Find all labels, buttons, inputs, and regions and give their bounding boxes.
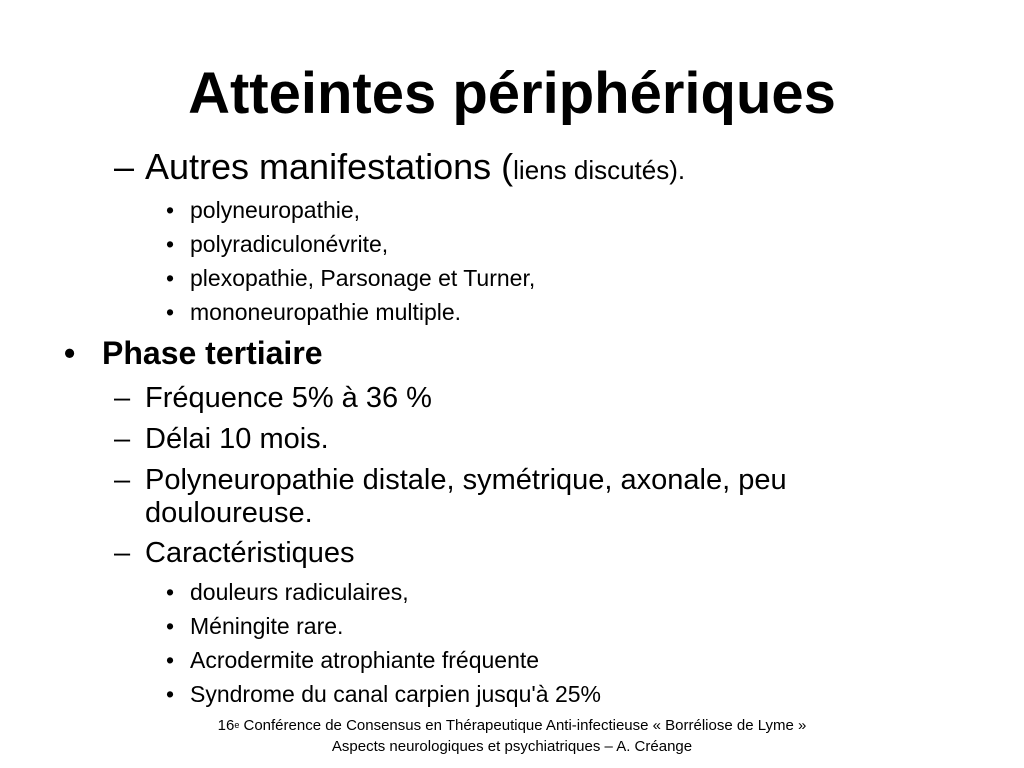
bullet-marker: • <box>64 335 76 371</box>
bullet-marker: • <box>166 265 175 291</box>
list-item: mononeuropathie multiple. <box>190 299 462 325</box>
dash-marker: – <box>114 382 131 414</box>
phase-tertiaire-heading: Phase tertiaire <box>102 335 323 371</box>
bullet-marker: • <box>166 579 175 605</box>
bullet-marker: • <box>166 681 175 707</box>
dash-marker: – <box>114 146 135 187</box>
list-item: Polyneuropathie distale, symétrique, axonale, peu <box>145 464 787 496</box>
list-item: Fréquence 5% à 36 % <box>145 382 432 414</box>
list-item: Caractéristiques <box>145 537 355 569</box>
slide-title: Atteintes périphériques <box>188 61 836 126</box>
bullet-marker: • <box>166 231 175 257</box>
autres-small-text: liens discutés). <box>513 155 686 185</box>
list-item: Syndrome du canal carpien jusqu'à 25% <box>190 681 601 707</box>
dash-marker: – <box>114 537 131 569</box>
autres-main-text: Autres manifestations ( <box>145 146 514 187</box>
dash-marker: – <box>114 423 131 455</box>
bullet-marker: • <box>166 197 175 223</box>
footer-conference: Conférence de Consensus en Thérapeutique Anti-infectieuse « Borréliose de Lyme » <box>239 717 807 734</box>
list-item: Méningite rare. <box>190 613 344 639</box>
list-item: polyradiculonévrite, <box>190 231 389 257</box>
list-item: Délai 10 mois. <box>145 423 329 455</box>
list-item: douleurs radiculaires, <box>190 579 409 605</box>
bullet-marker: • <box>166 299 175 325</box>
footer-line-2: Aspects neurologiques et psychiatriques – A. Créange <box>331 738 693 755</box>
autres-manifestations-heading <box>145 146 685 188</box>
list-item: plexopathie, Parsonage et Turner, <box>190 265 536 291</box>
dash-marker: – <box>114 464 131 496</box>
list-item-continuation: douloureuse. <box>145 497 313 529</box>
footer-prefix: 16 <box>217 717 235 734</box>
list-item: polyneuropathie, <box>190 197 361 223</box>
bullet-marker: • <box>166 647 175 673</box>
list-item: Acrodermite atrophiante fréquente <box>190 647 540 673</box>
footer-line-1 <box>0 716 1024 736</box>
footer-superscript: e <box>234 720 240 730</box>
bullet-marker: • <box>166 613 175 639</box>
